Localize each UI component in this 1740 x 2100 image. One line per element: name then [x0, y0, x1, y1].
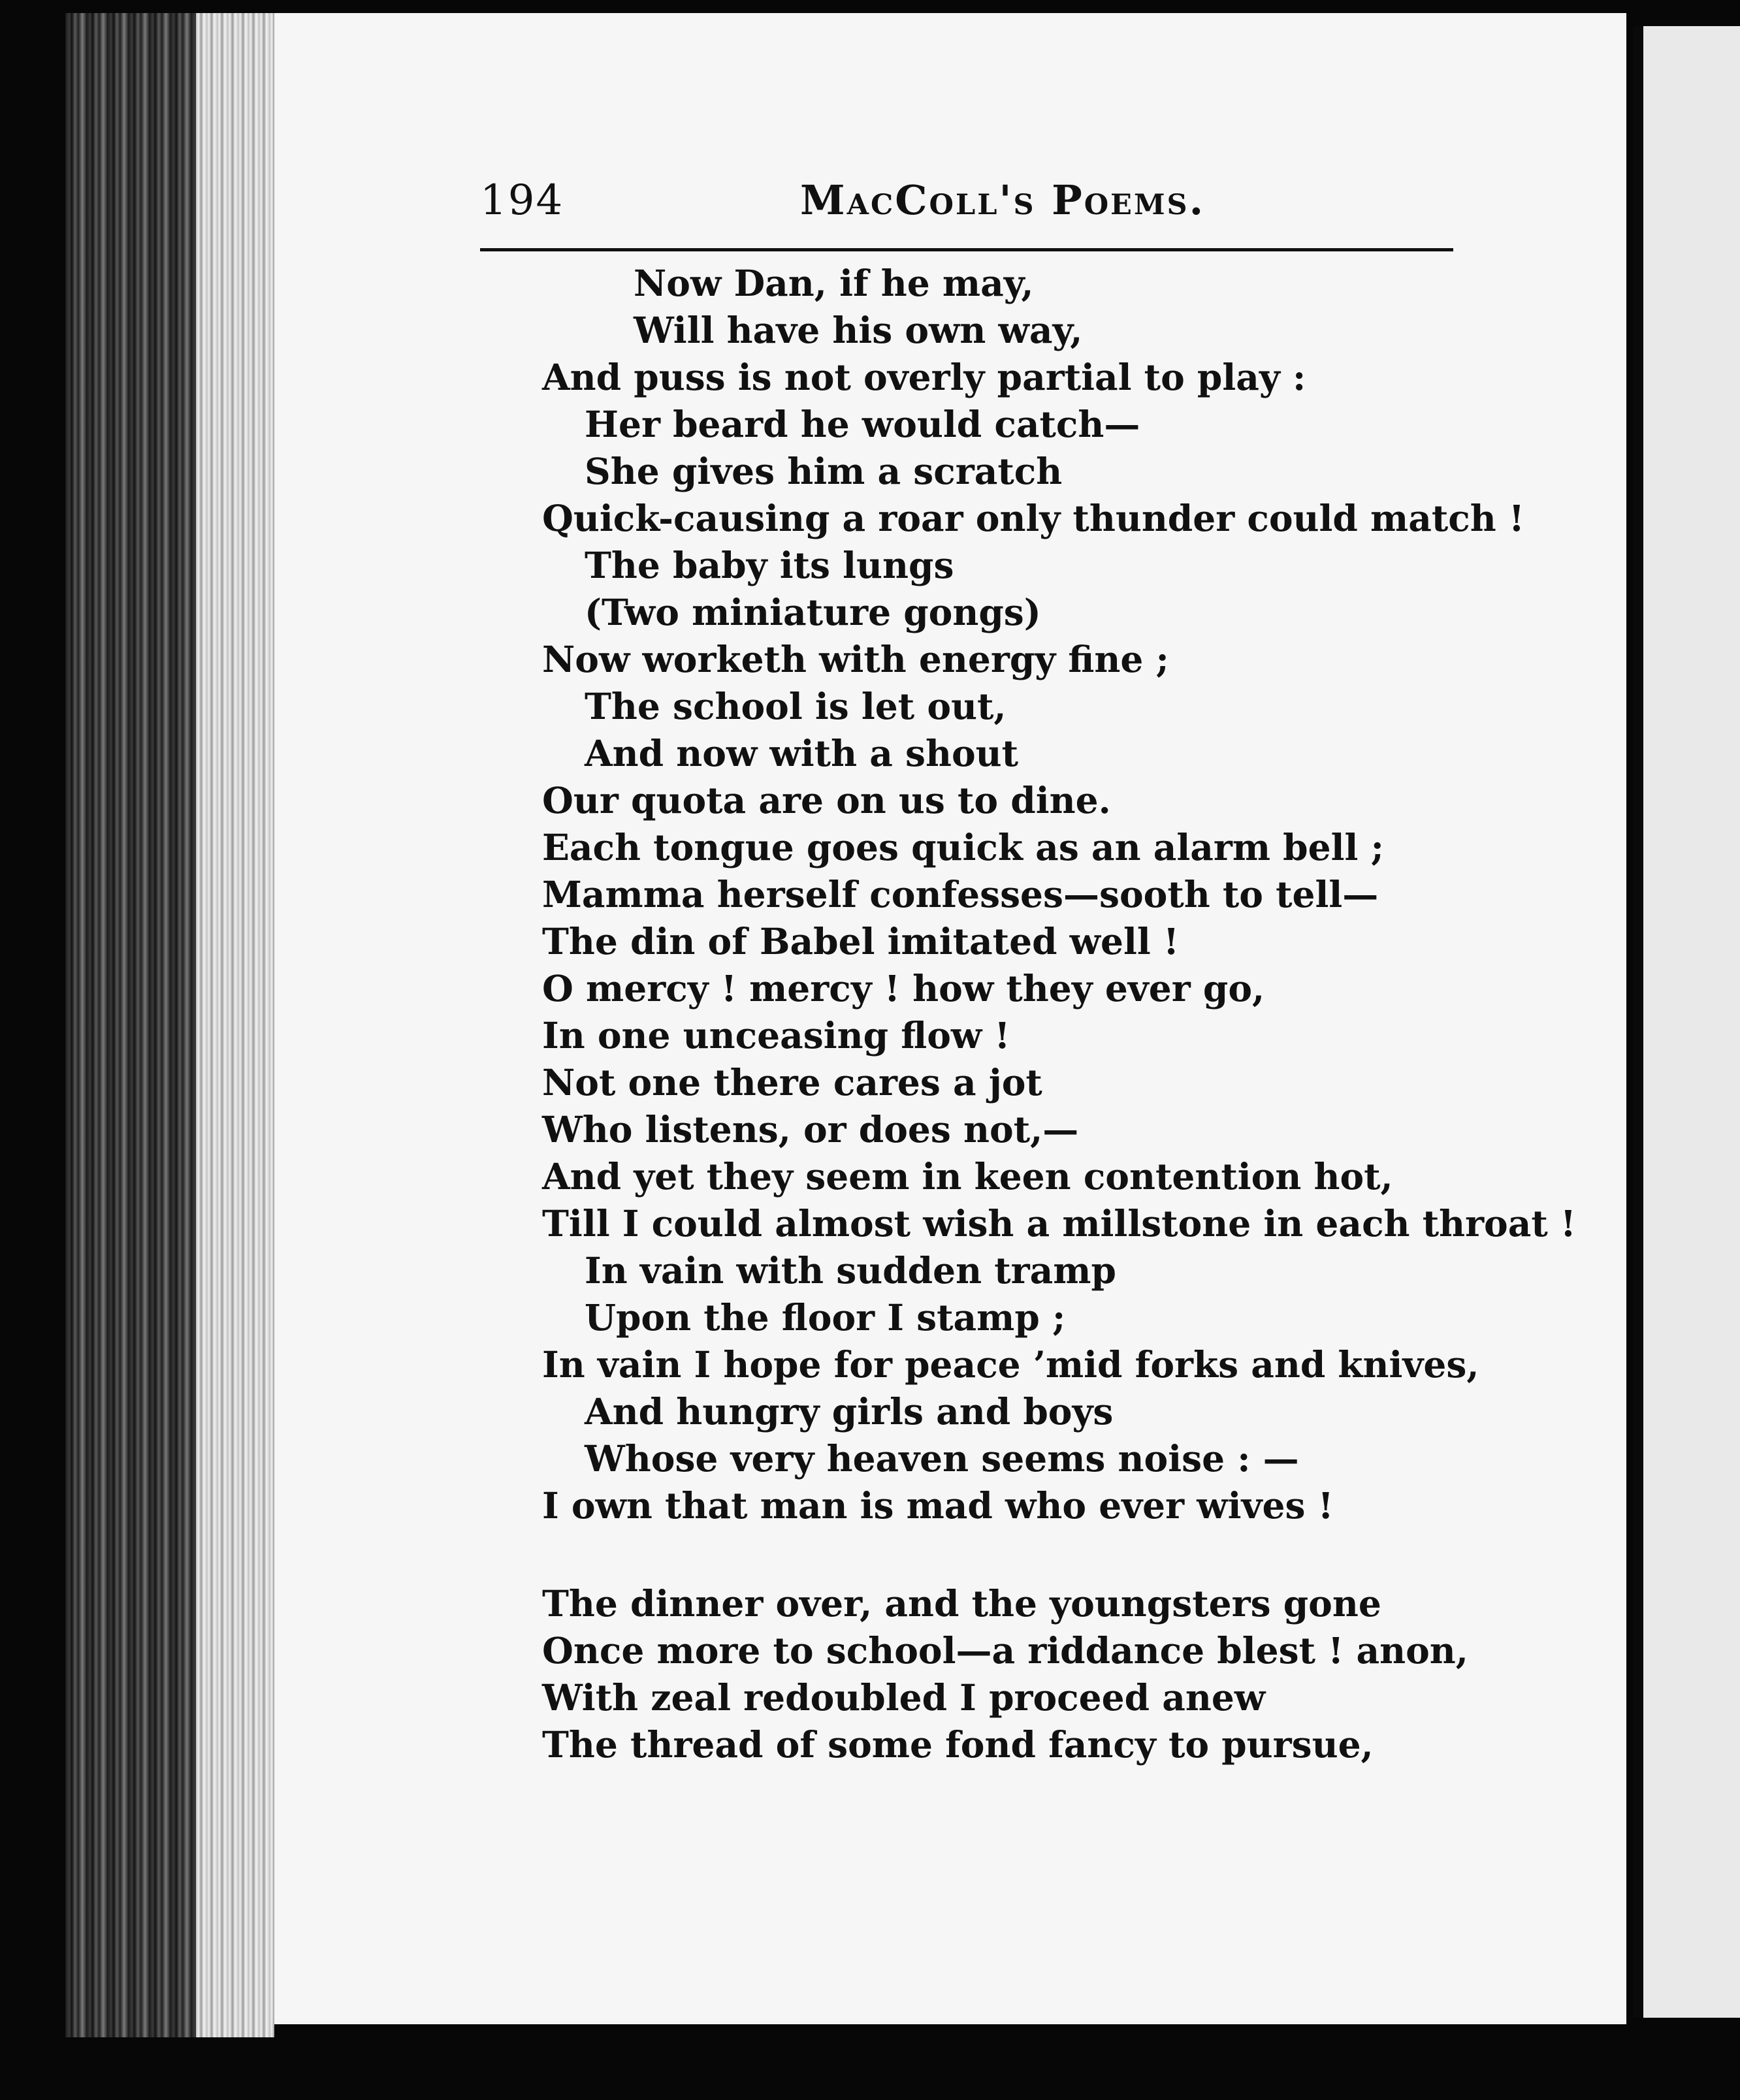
poem-line: Each tongue goes quick as an alarm bell ; [542, 826, 1384, 868]
poem-line: The thread of some fond fancy to pursue, [542, 1723, 1374, 1766]
poem-line: The school is let out, [585, 685, 1007, 727]
poem-line: In vain with sudden tramp [585, 1249, 1116, 1292]
stanza-gap [542, 1529, 1587, 1580]
poem-line: Upon the floor I stamp ; [585, 1296, 1066, 1339]
poem-line: Quick-causing a roar only thunder could match ! [542, 497, 1525, 539]
poem-line: (Two miniature gongs) [585, 591, 1041, 633]
poem-line: In one unceasing flow ! [542, 1014, 1010, 1057]
book-page-edges-light [196, 13, 274, 2037]
poem-line: And now with a shout [585, 732, 1019, 774]
poem-line: And hungry girls and boys [585, 1390, 1114, 1433]
stanza [542, 1580, 1587, 1768]
poem-line: O mercy ! mercy ! how they ever go, [542, 967, 1265, 1010]
poem-line: I own that man is mad who ever wives ! [542, 1484, 1334, 1527]
running-title: MacColl's Poems. [800, 176, 1206, 224]
poem-line: She gives him a scratch [585, 450, 1063, 492]
poem-line: The din of Babel imitated well ! [542, 920, 1180, 963]
poem-line: Not one there cares a jot [542, 1061, 1042, 1104]
poem-line: And yet they seem in keen contention hot, [542, 1155, 1393, 1198]
poem-line: Till I could almost wish a millstone in each throat ! [542, 1202, 1577, 1245]
poem-line: Now worketh with energy fine ; [542, 638, 1169, 680]
poem-line: The baby its lungs [585, 544, 954, 586]
poem-text [542, 260, 1587, 1768]
poem-line: In vain I hope for peace ’mid forks and knives, [542, 1343, 1479, 1386]
poem-line: Who listens, or does not,— [542, 1108, 1079, 1151]
poem-line: The dinner over, and the youngsters gone [542, 1582, 1381, 1625]
poem-line: Whose very heaven seems noise : — [585, 1437, 1299, 1480]
poem-line: Once more to school—a riddance blest ! anon, [542, 1629, 1468, 1672]
poem-line: Her beard he would catch— [585, 403, 1140, 445]
poem-line: And puss is not overly partial to play : [542, 356, 1306, 398]
facing-page-edge [1633, 26, 1740, 2018]
poem-line: With zeal redoubled I proceed anew [542, 1676, 1266, 1719]
page-number: 194 [480, 176, 564, 225]
page-header [480, 176, 1453, 251]
poem-line: Mamma herself confesses—sooth to tell— [542, 873, 1379, 915]
poem-line: Our quota are on us to dine. [542, 779, 1111, 821]
poem-line: Will have his own way, [634, 309, 1083, 351]
poem-line: Now Dan, if he may, [634, 262, 1034, 304]
stanza [542, 260, 1587, 1529]
